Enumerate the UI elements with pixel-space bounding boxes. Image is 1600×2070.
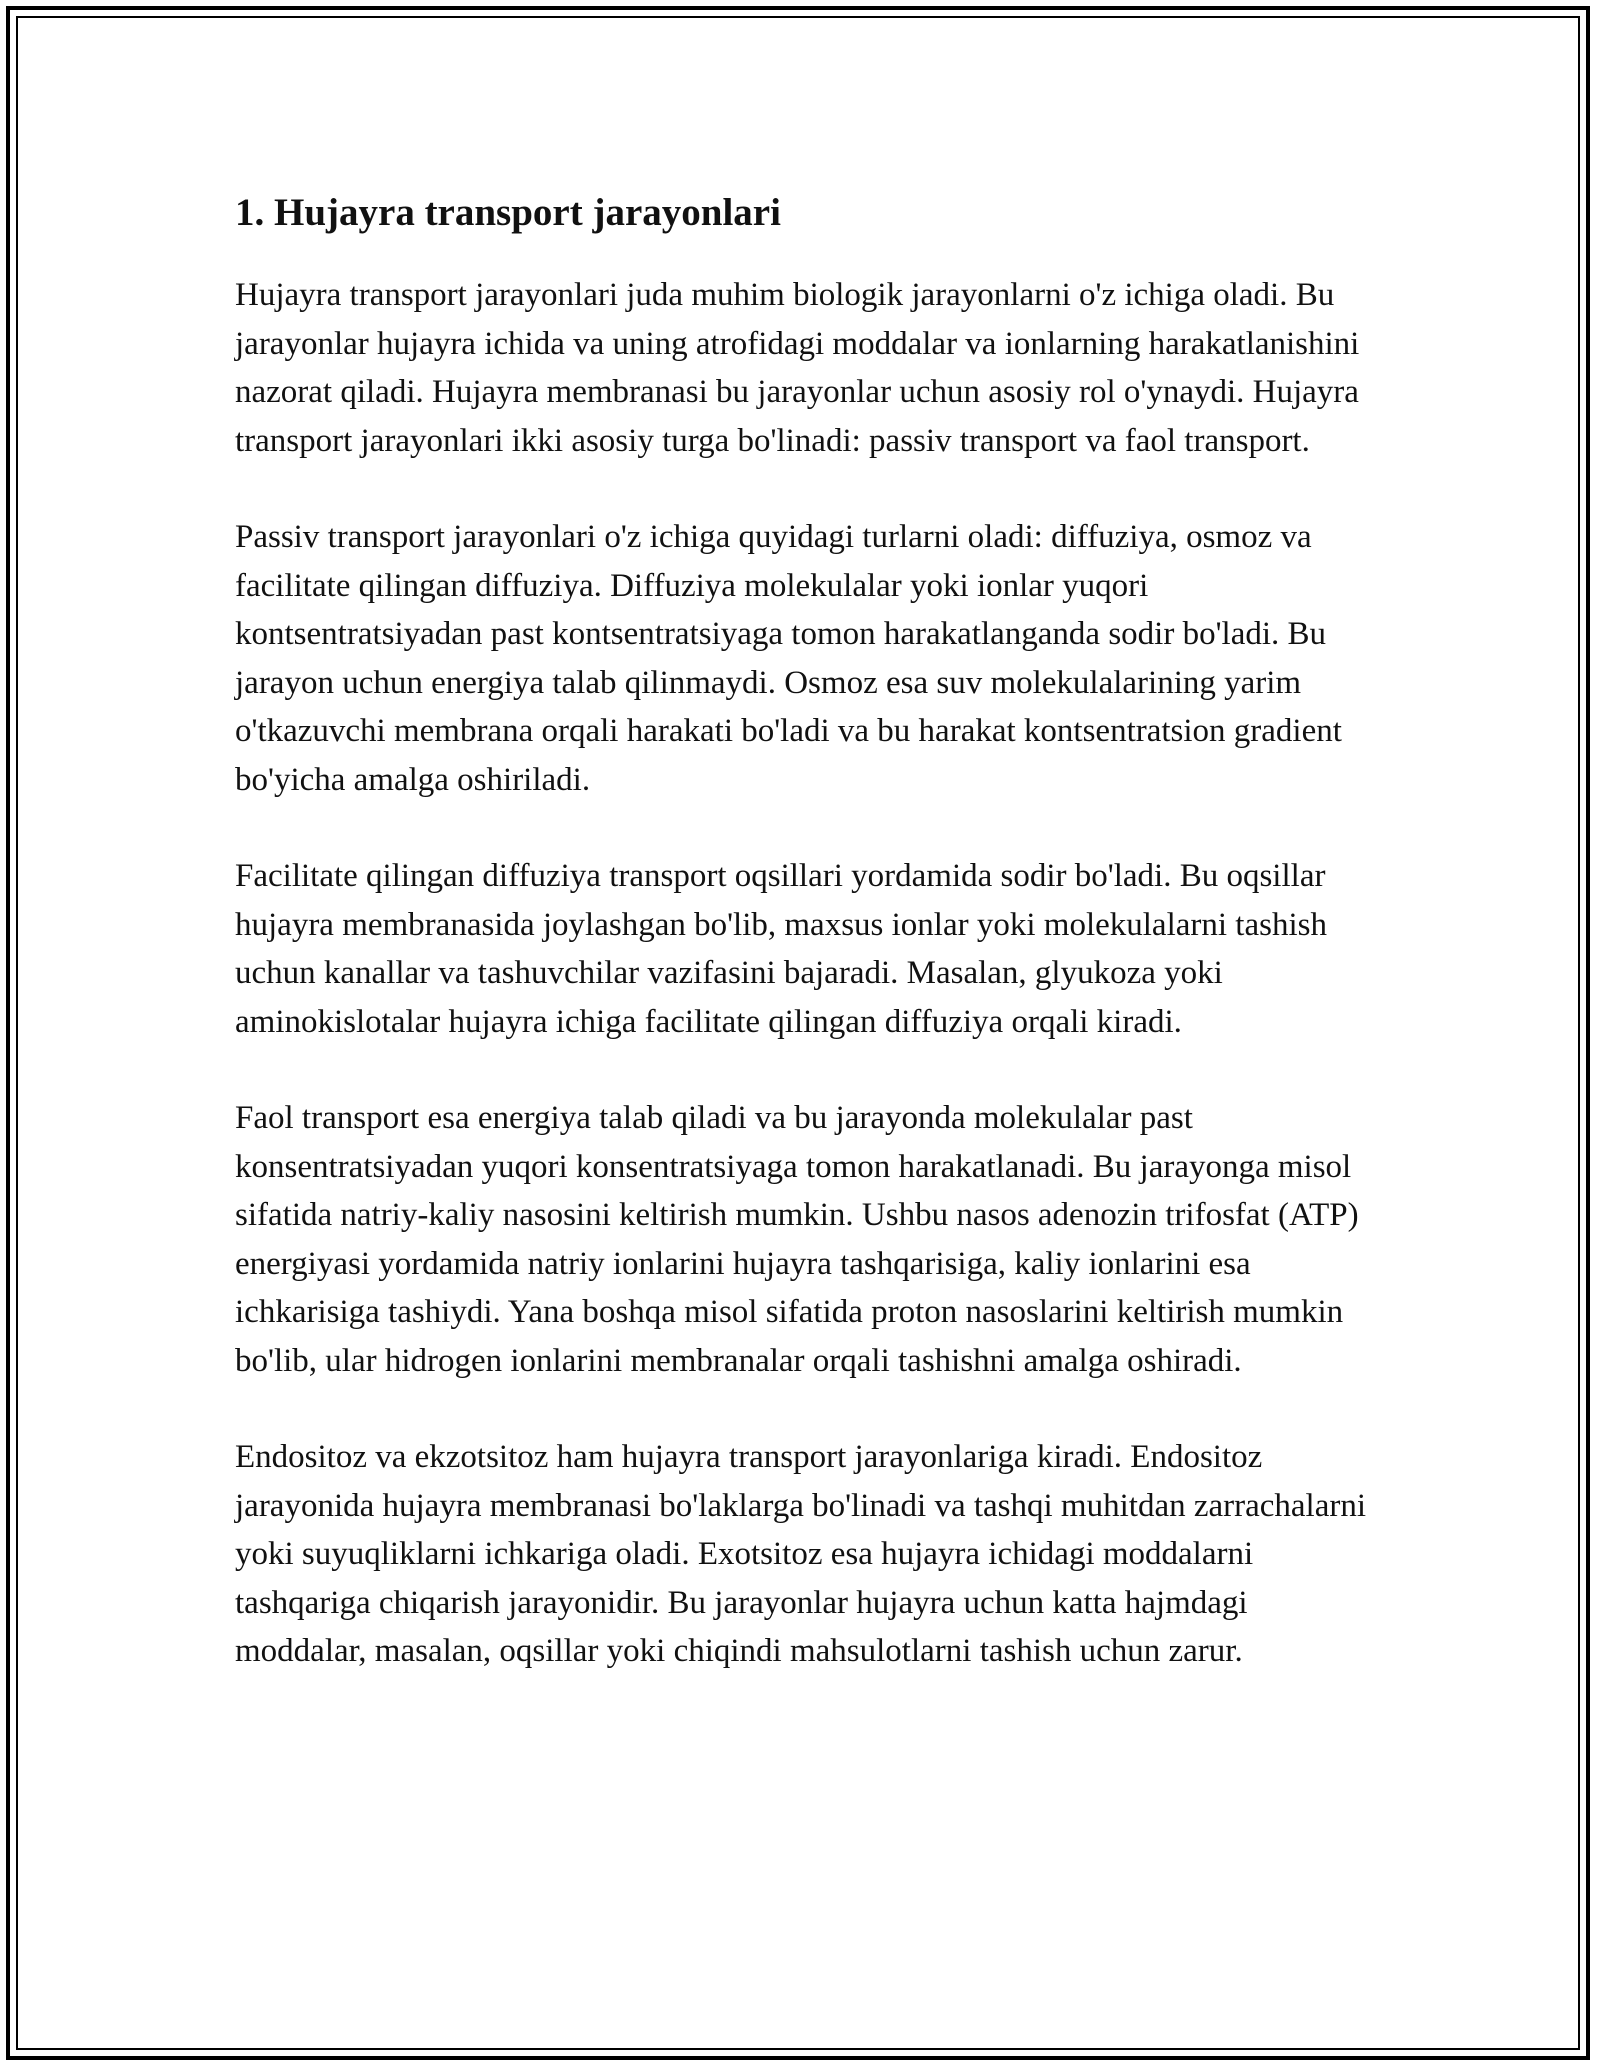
section-heading: 1. Hujayra transport jarayonlari [235, 191, 781, 234]
paragraph-passive-transport: Passiv transport jarayonlari o'z ichiga quyidagi turlarni oladi: diffuziya, osmoz va facilitate qilingan diffuziya. Diffuziya molekulalar yoki ionlar yuqori kontsentratsiyadan past kontsentratsiyaga tomon harakatlanganda sodir bo'ladi. Bu jarayon uchun energiya talab qilinmaydi. Osmoz esa suv molekulalarining yarim o'tkazuvchi membrana orqali harakati bo'ladi va bu harakat kontsentratsion gradient bo'yicha amalga oshiriladi. [235, 519, 1342, 798]
paragraph-facilitated-diffusion: Facilitate qilingan diffuziya transport oqsillari yordamida sodir bo'ladi. Bu oqsillar hujayra membranasida joylashgan bo'lib, maxsus ionlar yoki molekulalarni tashish uchun kanallar va tashuvchilar vazifasini bajaradi. Masalan, glyukoza yoki aminokislotalar hujayra ichiga facilitate qilingan diffuziya orqali kiradi. [235, 858, 1327, 1040]
paragraph-intro: Hujayra transport jarayonlari juda muhim biologik jarayonlarni o'z ichiga oladi. Bu jarayonlar hujayra ichida va uning atrofidagi moddalar va ionlarning harakatlanishini nazorat qiladi. Hujayra membranasi bu jarayonlar uchun asosiy rol o'ynaydi. Hujayra transport jarayonlari ikki asosiy turga bo'linadi: passiv transport va faol transport. [235, 277, 1360, 459]
paragraph-endocytosis-exocytosis: Endositoz va ekzotsitoz ham hujayra transport jarayonlariga kiradi. Endositoz jarayonida hujayra membranasi bo'laklarga bo'linadi va tashqi muhitdan zarrachalarni yoki suyuqliklarni ichkariga oladi. Exotsitoz esa hujayra ichidagi moddalarni tashqariga chiqarish jarayonidir. Bu jarayonlar hujayra uchun katta hajmdagi moddalar, masalan, oqsillar yoki chiqindi mahsulotlarni tashish uchun zarur. [235, 1439, 1367, 1669]
paragraph-active-transport: Faol transport esa energiya talab qiladi va bu jarayonda molekulalar past konsentratsiyadan yuqori konsentratsiyaga tomon harakatlanadi. Bu jarayonga misol sifatida natriy-kaliy nasosini keltirish mumkin. Ushbu nasos adenozin trifosfat (ATP) energiyasi yordamida natriy ionlarini hujayra tashqarisiga, kaliy ionlarini esa ichkarisiga tashiydi. Yana boshqa misol sifatida proton nasoslarini keltirish mumkin bo'lib, ular hidrogen ionlarini membranalar orqali tashishni amalga oshiradi. [235, 1100, 1359, 1379]
document-body [235, 185, 1370, 1724]
